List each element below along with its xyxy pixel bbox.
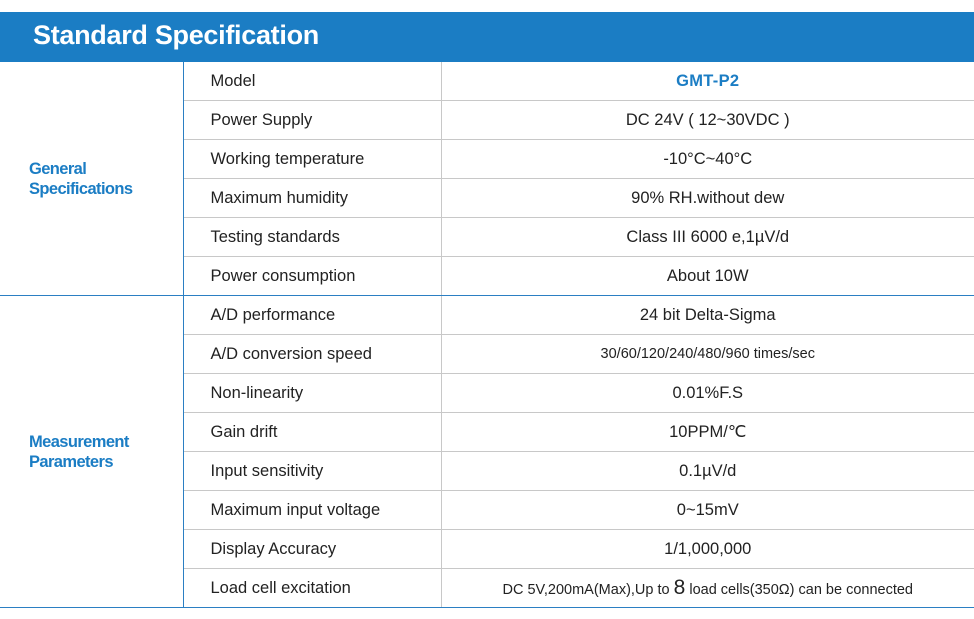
- group-label-line: Parameters: [29, 452, 113, 471]
- param-name: Maximum humidity: [183, 179, 441, 218]
- section-title: Standard Specification: [33, 20, 319, 50]
- param-value: Class III 6000 e,1µV/d: [441, 218, 974, 257]
- param-value: 24 bit Delta-Sigma: [441, 296, 974, 335]
- param-value: 10PPM/℃: [441, 413, 974, 452]
- value-prefix: DC 5V,200mA(Max),Up to: [502, 582, 674, 598]
- group-label-line: General: [29, 159, 87, 178]
- group-label-line: Measurement: [29, 432, 129, 451]
- param-value: 0.1µV/d: [441, 452, 974, 491]
- param-name: Power Supply: [183, 101, 441, 140]
- param-value: 30/60/120/240/480/960 times/sec: [441, 335, 974, 374]
- table-row: [0, 62, 974, 101]
- param-value: 0.01%F.S: [441, 374, 974, 413]
- model-value: GMT-P2: [441, 62, 974, 101]
- param-name: Testing standards: [183, 218, 441, 257]
- param-name: Display Accuracy: [183, 530, 441, 569]
- param-name: A/D conversion speed: [183, 335, 441, 374]
- value-number: 8: [673, 576, 686, 599]
- param-name: A/D performance: [183, 296, 441, 335]
- param-name: Maximum input voltage: [183, 491, 441, 530]
- value-suffix: load cells(350Ω) can be connected: [685, 582, 913, 598]
- group-label-general: [0, 62, 183, 296]
- param-value: About 10W: [441, 257, 974, 296]
- table-row: [0, 296, 974, 335]
- spec-table-container: [0, 62, 974, 608]
- param-value: DC 24V ( 12~30VDC ): [441, 101, 974, 140]
- section-header: [0, 12, 974, 62]
- param-name: Working temperature: [183, 140, 441, 179]
- param-name: Model: [183, 62, 441, 101]
- param-name: Non-linearity: [183, 374, 441, 413]
- param-value: 0~15mV: [441, 491, 974, 530]
- param-value: 1/1,000,000: [441, 530, 974, 569]
- param-value: [441, 569, 974, 608]
- group-label-measurement: [0, 296, 183, 608]
- param-name: Input sensitivity: [183, 452, 441, 491]
- param-value: -10°C~40°C: [441, 140, 974, 179]
- param-value: 90% RH.without dew: [441, 179, 974, 218]
- param-name: Gain drift: [183, 413, 441, 452]
- spec-table: [0, 62, 974, 608]
- group-label-line: Specifications: [29, 179, 133, 198]
- param-name: Power consumption: [183, 257, 441, 296]
- param-name: Load cell excitation: [183, 569, 441, 608]
